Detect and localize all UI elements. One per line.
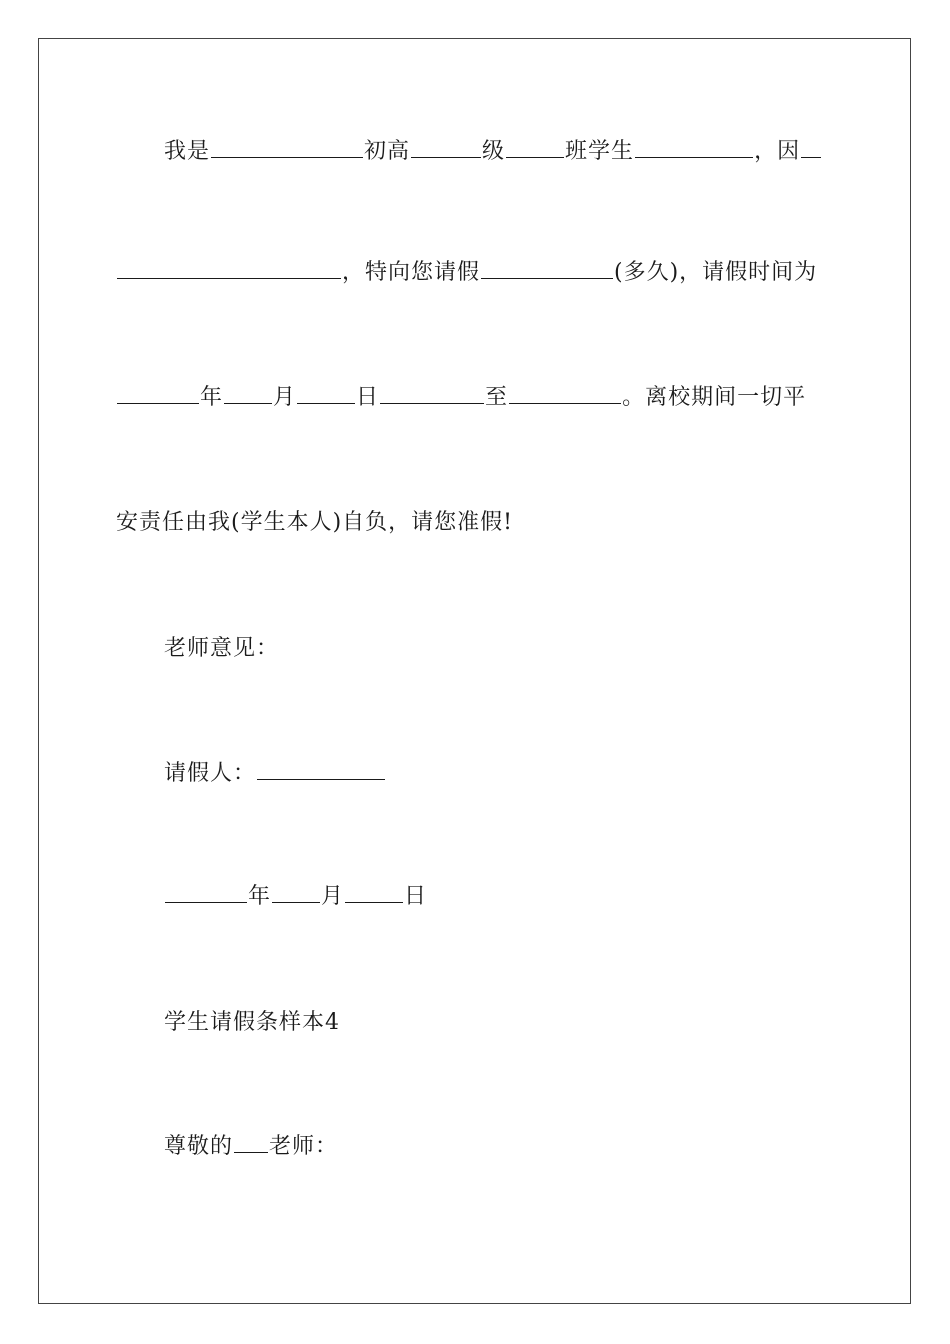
- reason-blank-start[interactable]: [801, 137, 821, 158]
- sign-month-blank[interactable]: [272, 882, 320, 903]
- text-request-leave: ，特向您请假: [342, 260, 481, 285]
- text-grade-level: 初高: [364, 139, 411, 164]
- text-responsibility: 安责任由我(学生本人)自负，请您准假!: [116, 510, 514, 535]
- sign-year-blank[interactable]: [165, 882, 247, 903]
- day-blank[interactable]: [297, 383, 355, 404]
- text-because: ，因: [754, 139, 801, 164]
- greeting-teacher: 老师：: [269, 1134, 339, 1159]
- reason-blank[interactable]: [117, 258, 341, 279]
- text-year: 年: [200, 385, 224, 410]
- sign-day-text: 日: [404, 884, 428, 909]
- class-blank[interactable]: [506, 137, 564, 158]
- teacher-opinion-label: 老师意见：: [164, 636, 280, 661]
- text-day: 日: [356, 385, 380, 410]
- name-blank[interactable]: [211, 137, 363, 158]
- leave-request-line-2: [116, 258, 836, 288]
- greeting-respected: 尊敬的: [164, 1134, 234, 1159]
- text-grade: 级: [482, 139, 506, 164]
- duration-blank[interactable]: [481, 258, 613, 279]
- text-during-absence: 。离校期间一切平: [622, 385, 807, 410]
- sample-title-text: 学生请假条样本4: [164, 1010, 340, 1035]
- end-time-blank[interactable]: [509, 383, 621, 404]
- signature-date: [164, 882, 884, 912]
- applicant-blank[interactable]: [257, 759, 385, 780]
- sample-title: [164, 1008, 884, 1038]
- sign-day-blank[interactable]: [345, 882, 403, 903]
- start-time-blank[interactable]: [380, 383, 484, 404]
- leave-request-line-4: [116, 508, 836, 538]
- text-duration-time: (多久)，请假时间为: [614, 260, 818, 285]
- greeting: [164, 1132, 884, 1162]
- leave-request-line-1: [164, 137, 884, 167]
- sign-year-text: 年: [248, 884, 272, 909]
- applicant-label: 请假人：: [164, 761, 257, 786]
- text-month: 月: [273, 385, 297, 410]
- text-i-am: 我是: [164, 139, 211, 164]
- year-blank[interactable]: [117, 383, 199, 404]
- student-blank[interactable]: [635, 137, 753, 158]
- applicant: [164, 759, 884, 789]
- text-to: 至: [485, 385, 509, 410]
- grade-blank[interactable]: [411, 137, 481, 158]
- page-border: [38, 38, 911, 1304]
- text-class-student: 班学生: [565, 139, 635, 164]
- month-blank[interactable]: [224, 383, 272, 404]
- leave-request-line-3: [116, 383, 836, 413]
- sign-month-text: 月: [321, 884, 345, 909]
- teacher-opinion: [164, 634, 884, 664]
- teacher-name-blank[interactable]: [234, 1132, 268, 1153]
